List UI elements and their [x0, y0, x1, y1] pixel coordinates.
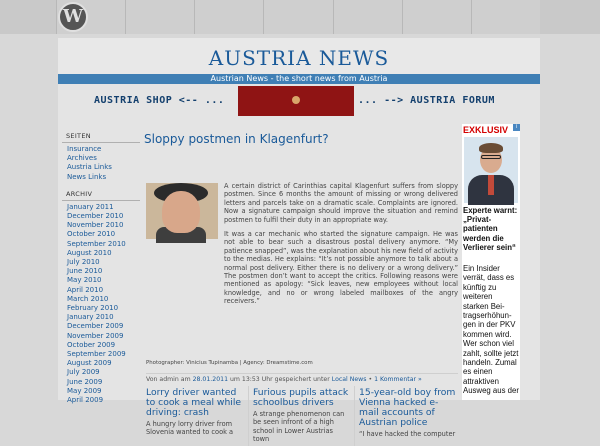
- archive-item[interactable]: April 2009: [67, 396, 104, 405]
- top-bar-cell: [125, 0, 194, 34]
- ad-photo[interactable]: [464, 137, 518, 203]
- top-bar-cell: [471, 0, 540, 34]
- post-body: [224, 182, 458, 312]
- archive-item[interactable]: July 2010: [67, 258, 100, 267]
- ad-photo-hair: [479, 143, 503, 153]
- sidebar-item-news-links[interactable]: News Links: [67, 172, 107, 181]
- tagline-bar: [58, 74, 540, 84]
- archive-item[interactable]: September 2010: [67, 239, 126, 248]
- tagline: Austrian News - the short news from Austria: [210, 74, 388, 83]
- archive-item[interactable]: February 2010: [67, 304, 119, 313]
- wordpress-logo-icon[interactable]: W: [58, 2, 88, 32]
- teaser-text: A hungry lorry driver from Slovenia wanted to cook a: [146, 420, 234, 437]
- teaser-text: “I have hacked the computer: [359, 430, 456, 438]
- banner-figure: [292, 96, 300, 104]
- archive-item[interactable]: May 2009: [67, 386, 102, 395]
- post-meta: [146, 373, 458, 383]
- meta-date-link[interactable]: 28.01.2011: [192, 376, 229, 383]
- ad-headline[interactable]: Experte warnt: „Privat-patienten werden die Verlierer sein“: [463, 206, 518, 252]
- teaser-title[interactable]: Furious pupils attack schoolbus drivers: [253, 387, 349, 408]
- site-title[interactable]: AUSTRIA NEWS: [208, 46, 390, 70]
- teaser-row: [142, 386, 460, 446]
- austria-forum-link[interactable]: ... --> AUSTRIA FORUM: [358, 95, 495, 106]
- top-bar-cell: [333, 0, 402, 34]
- meta-middle: um 13:53 Uhr gespeichert unter: [229, 376, 330, 383]
- teaser: [354, 386, 460, 446]
- ad-photo-tie: [488, 175, 494, 195]
- meta-category-link[interactable]: Local News: [331, 376, 367, 383]
- teaser-title[interactable]: 15-year-old boy from Vienna hacked e-mail accounts of Austrian police: [359, 387, 456, 428]
- post-image: [146, 183, 218, 239]
- top-bar: [0, 0, 600, 34]
- teaser: [142, 386, 248, 446]
- ad-title[interactable]: EXKLUSIV: [463, 125, 509, 135]
- shop-forum-bar: [58, 86, 540, 116]
- archive-item[interactable]: May 2010: [67, 276, 102, 285]
- archive-item[interactable]: October 2010: [67, 230, 116, 239]
- top-bar-cell: [194, 0, 263, 34]
- austria-shop-link[interactable]: AUSTRIA SHOP <-- ...: [94, 95, 225, 106]
- ad-photo-glasses: [481, 155, 501, 159]
- advertisement[interactable]: [462, 124, 520, 400]
- pages-heading: SEITEN: [62, 130, 140, 143]
- sidebar-item-insurance[interactable]: Insurance: [67, 145, 102, 153]
- top-bar-cells: [56, 0, 540, 34]
- archive-item[interactable]: March 2010: [67, 294, 109, 303]
- banner-image[interactable]: [238, 86, 354, 116]
- post-paragraph: A certain district of Carinthias capital Klagenfurt suffers from sloppy postmen. Since 6 months the amount of missing or wrong delivered letters and parcels take on a dramatic scale. Complaints are ignored. Now a signature campaign should improve the situation and remind postmen to fulfil their duty in an appropriate way.: [224, 182, 458, 224]
- archive-list: [62, 203, 140, 405]
- post-title[interactable]: Sloppy postmen in Klagenfurt?: [144, 132, 329, 146]
- sidebar: [62, 130, 140, 405]
- meta-prefix: Von admin am: [146, 376, 191, 383]
- photo-credit: Photographer: Vinicius Tupinamba | Agency: Dreamstime.com: [146, 360, 313, 366]
- archive-item[interactable]: December 2010: [67, 212, 124, 221]
- archive-item[interactable]: August 2010: [67, 248, 112, 257]
- top-bar-cell: [402, 0, 471, 34]
- site-header: [58, 38, 540, 74]
- archive-heading: ARCHIV: [62, 188, 140, 201]
- archive-item[interactable]: April 2010: [67, 285, 104, 294]
- main-content: [142, 130, 460, 444]
- archive-item[interactable]: June 2009: [67, 377, 103, 386]
- meta-comments-link[interactable]: 1 Kommentar »: [374, 376, 422, 383]
- archive-item[interactable]: October 2009: [67, 340, 116, 349]
- teaser-title[interactable]: Lorry driver wanted to cook a meal while driving: crash: [146, 387, 242, 418]
- archive-item[interactable]: January 2011: [67, 202, 114, 211]
- archive-item[interactable]: December 2009: [67, 322, 124, 331]
- archive-item[interactable]: August 2009: [67, 359, 112, 368]
- archive-item[interactable]: January 2010: [67, 313, 114, 322]
- archive-item[interactable]: July 2009: [67, 368, 100, 377]
- ad-info-icon[interactable]: i: [513, 124, 520, 131]
- image-face: [162, 191, 200, 233]
- sidebar-item-austria-links[interactable]: Austria Links: [67, 163, 112, 172]
- top-bar-cell: [263, 0, 332, 34]
- post-paragraph: It was a car mechanic who started the signature campaign. He was not able to bear such a disastrous postal delivery anymore. “My patience snapped”, was the explanation about his new field of activity to the medias. He explains: “It’s not possible anymore to talk about a normal post delivery. Either there is no delivery or a wrong delivery.” The postmen don’t want to accept the critics. Following reasons were mentioned as apology: “Sick leaves, new employees without local knowledge, and no or wrong labeled mailboxes of the angry receivers.”: [224, 230, 458, 306]
- pages-list: [62, 145, 140, 182]
- teaser-text: A strange phenomenon can be seen infront of a high school in Lower Austrias town: [253, 410, 345, 444]
- sidebar-item-archives[interactable]: Archives: [67, 154, 97, 163]
- meta-separator: •: [368, 376, 373, 383]
- archive-item[interactable]: November 2010: [67, 221, 124, 230]
- ad-text[interactable]: Ein Insider verrät, dass es künftig zu weiteren starken Bei-tragserhöhun-gen in der PKV kommen wird. Wer schon viel zahlt, sollte jetzt handeln. Zumal es einen attraktiven Ausweg aus der: [463, 264, 519, 396]
- archive-item[interactable]: September 2009: [67, 350, 126, 359]
- archive-item[interactable]: November 2009: [67, 331, 124, 340]
- teaser: [248, 386, 354, 446]
- archive-item[interactable]: June 2010: [67, 267, 103, 276]
